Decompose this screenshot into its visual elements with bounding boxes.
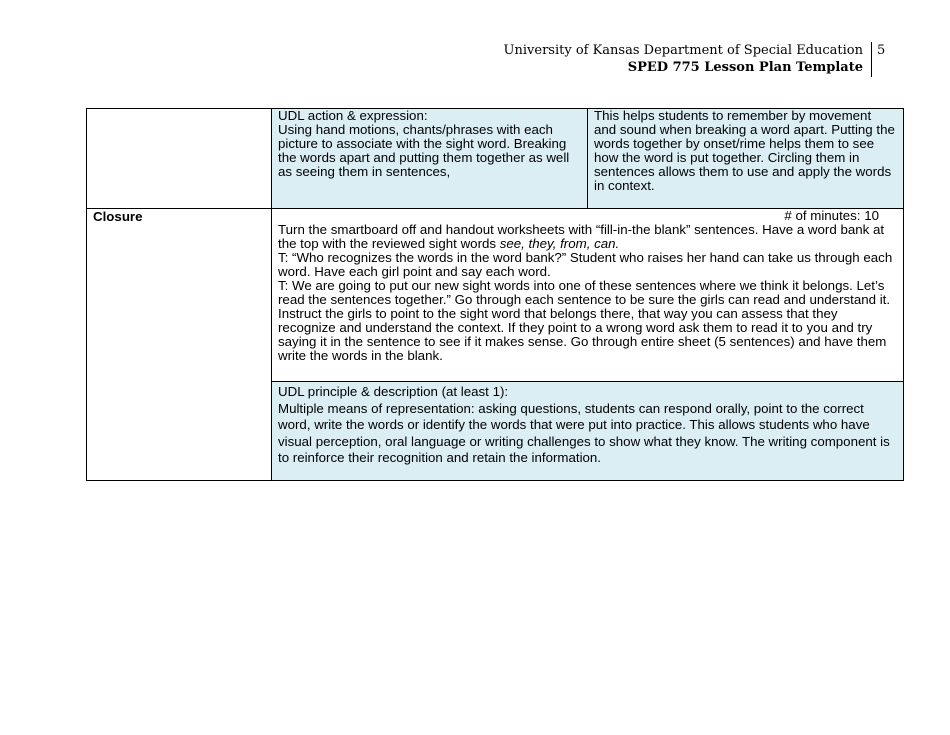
closure-p1-text: Turn the smartboard off and handout worksheets with “fill-in-the blank” sentences. Have a word bank at the top with the reviewed sight words bbox=[278, 222, 885, 251]
udl-rationale-text: This helps students to remember by movement and sound when breaking a word apart. Putting the words together by onset/rime helps them to see how the word is put together. Circling them in sentences allows them to use and apply the words in context. bbox=[594, 108, 895, 193]
empty-label-cell bbox=[87, 109, 272, 209]
page-number: 5 bbox=[871, 42, 885, 77]
udl-principle-text: Multiple means of representation: asking questions, students can respond orally, point to the correct word, write the words or identify the words that were put into practice. This allows students who have visual perception, oral language or writing challenges to show what they know. The writing component is to reinforce their recognition and retain the information. bbox=[278, 400, 890, 465]
udl-principle-cell bbox=[272, 382, 904, 481]
closure-label: Closure bbox=[87, 209, 272, 481]
udl-action-row bbox=[87, 109, 904, 209]
udl-action-text: Using hand motions, chants/phrases with each picture to associate with the sight word. Breaking the words apart and putting them together as well as seeing them in sentences, bbox=[278, 122, 570, 179]
closure-paragraph-3: T: We are going to put our new sight words into one of these sentences where we think it belongs. Let’s read the sentences together.” Go through each sentence to be sure the girls can read and understand it. Instruct the girls to point to the sight word that belongs there, that way you can assess that they recognize and understand the context. If they point to a wrong word ask them to read it to you and try saying it in the sentence to see if it makes sense. Go through entire sheet (5 sentences) and have them write the words in the blank. bbox=[278, 278, 891, 363]
closure-minutes: # of minutes: 10 bbox=[784, 208, 879, 223]
page-header bbox=[504, 42, 863, 76]
udl-action-cell bbox=[272, 109, 588, 209]
udl-rationale-cell bbox=[588, 109, 904, 209]
closure-row bbox=[87, 209, 904, 382]
closure-paragraph-1 bbox=[278, 223, 897, 251]
udl-principle-heading: UDL principle & description (at least 1): bbox=[278, 384, 509, 399]
header-institution: University of Kansas Department of Special Education bbox=[503, 43, 863, 58]
closure-paragraph-2: T: “Who recognizes the words in the word bank?” Student who raises her hand can take us through each word. Have each girl point and say each word. bbox=[278, 250, 893, 279]
lesson-plan-table bbox=[86, 108, 904, 481]
closure-word-bank: see, they, from, can. bbox=[499, 236, 620, 251]
closure-content-cell bbox=[272, 209, 904, 382]
udl-action-heading: UDL action & expression: bbox=[278, 108, 428, 123]
header-template-title: SPED 775 Lesson Plan Template bbox=[627, 60, 863, 75]
